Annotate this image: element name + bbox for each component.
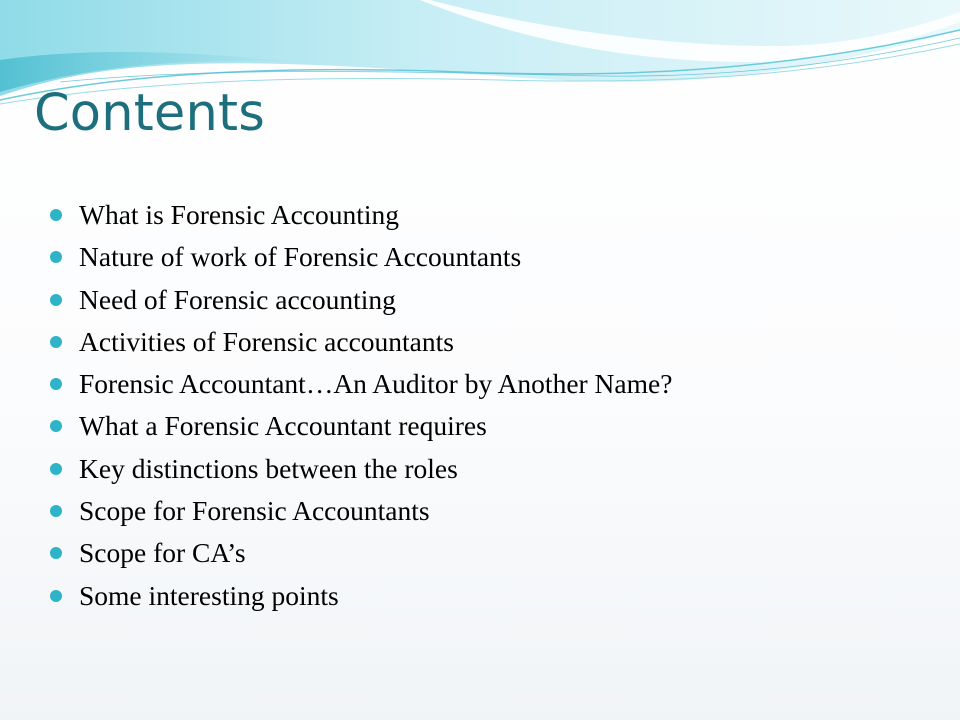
bullet-dot-icon [50, 209, 62, 221]
list-item-text: Key distinctions between the roles [79, 452, 458, 484]
list-item [50, 196, 672, 238]
bullet-dot-icon [50, 463, 62, 475]
bullet-dot-icon [50, 420, 62, 432]
bullet-dot-icon [50, 547, 62, 559]
list-item-text: Nature of work of Forensic Accountants [79, 241, 522, 273]
list-item-text: Activities of Forensic accountants [79, 325, 454, 357]
bullet-dot-icon [50, 251, 62, 263]
list-item [50, 238, 672, 280]
list-item [50, 534, 672, 576]
list-item [50, 281, 672, 323]
bullet-dot-icon [50, 590, 62, 602]
list-item [50, 492, 672, 534]
bullet-dot-icon [50, 505, 62, 517]
list-item [50, 365, 672, 407]
list-item [50, 450, 672, 492]
list-item [50, 577, 672, 619]
list-item-text: Some interesting points [79, 579, 339, 611]
list-item-text: What is Forensic Accounting [79, 199, 400, 230]
list-item-text: Forensic Accountant…An Auditor by Another Name? [79, 368, 673, 400]
bullet-dot-icon [50, 294, 62, 306]
list-item-text: Need of Forensic accounting [79, 283, 396, 315]
list-item [50, 407, 672, 449]
bullet-dot-icon [50, 336, 62, 348]
contents-list [50, 196, 672, 619]
list-item [50, 323, 672, 365]
bullet-dot-icon [50, 378, 62, 390]
list-item-text: What a Forensic Accountant requires [79, 410, 487, 442]
list-item-text: Scope for Forensic Accountants [79, 495, 430, 527]
slide-title: Contents [34, 84, 266, 143]
list-item-text: Scope for CA’s [79, 537, 246, 569]
